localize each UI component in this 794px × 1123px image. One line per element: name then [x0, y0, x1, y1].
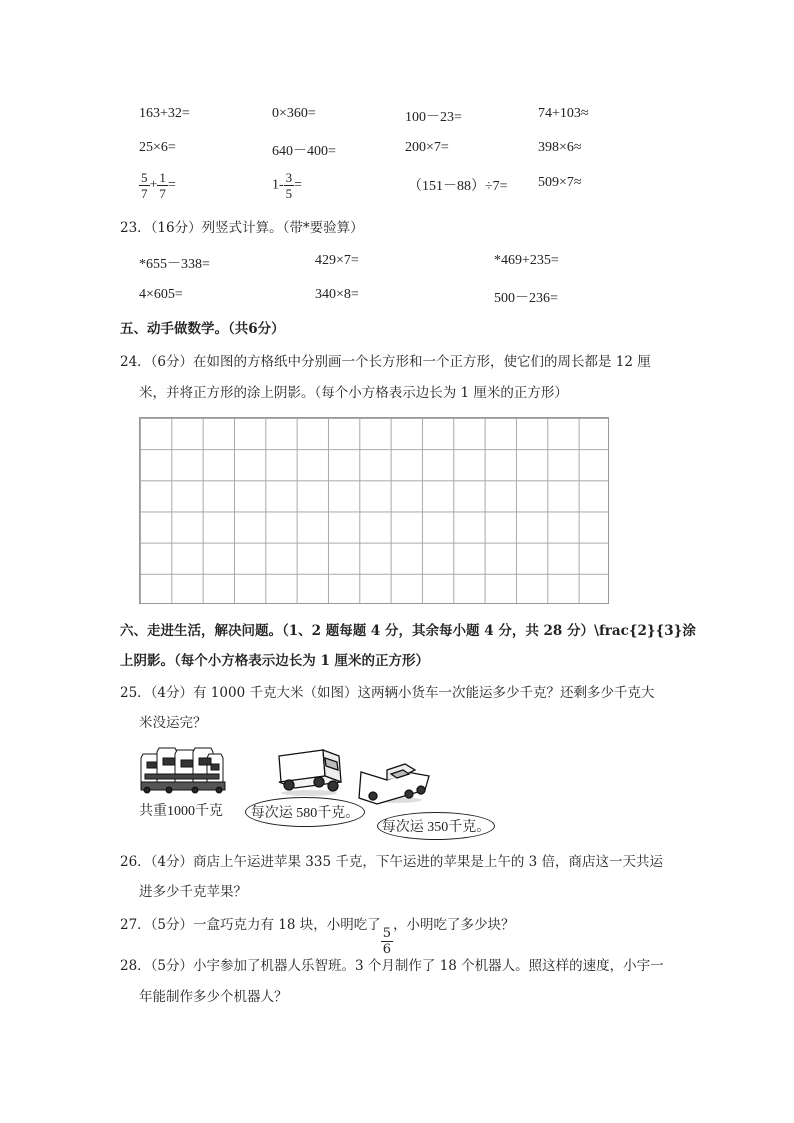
rice-trucks-figure: [139, 738, 495, 840]
question-27: 27．（5分）一盒巧克力有 18 块，小明吃了 $\frac{5}{6}$ ，小明吃了多少块？: [120, 917, 515, 957]
oral-item: （151－88）÷7=: [408, 179, 508, 194]
vertical-calc-item: 340×8=: [315, 287, 359, 302]
oral-item: 200×7=: [405, 140, 449, 155]
fraction: $\frac{5}{6}$: [382, 926, 392, 957]
oral-item: 25×6=: [139, 140, 176, 155]
section-6-heading-line-1: 六、走进生活，解决问题。（1、2 题每题 4 分，其余每小题 4 分，共 28 分）\frac{2}{3}涂: [120, 623, 696, 639]
oral-item: 74+103≈: [538, 106, 589, 121]
truck-2-capacity-bubble: 每次运 350千克。: [377, 812, 495, 840]
rice-sacks-icon: [141, 748, 225, 793]
vertical-calc-item: *655－338=: [139, 257, 210, 272]
vertical-calc-item: 429×7=: [315, 253, 359, 268]
pickup-truck-icon: [359, 764, 429, 804]
question-26-line-2: 进多少千克苹果？: [139, 884, 247, 900]
grid-paper[interactable]: [139, 417, 609, 604]
section-5-heading: 五、动手做数学。（共6分）: [120, 321, 285, 337]
fraction: $\frac{1}{7}$: [159, 170, 166, 201]
oral-item: 100－23=: [405, 110, 462, 125]
vertical-calc-item: 500－236=: [494, 291, 558, 306]
question-26-line-1: 26．（4分）商店上午运进苹果 335 千克，下午运进的苹果是上午的 3 倍，商店这一天共运: [120, 854, 664, 870]
question-28-line-1: 28．（5分）小宇参加了机器人乐智班。3 个月制作了 18 个机器人。照这样的速度，小宇一: [120, 958, 664, 974]
rice-weight-label: 共重1000千克: [139, 804, 223, 819]
vertical-calc-item: *469+235=: [494, 253, 559, 268]
truck-1-capacity-bubble: 每次运 580千克。: [245, 797, 365, 827]
section-6-heading-line-2: 上阴影。（每个小方格表示边长为 1 厘米的正方形）: [120, 653, 430, 669]
oral-item: 398×6≈: [538, 140, 582, 155]
question-28-line-2: 年能制作多少个机器人？: [139, 989, 288, 1005]
fraction: $\frac{5}{7}$: [141, 170, 148, 201]
oral-item: 0×360=: [272, 106, 316, 121]
fraction-difference: 1- $\frac{3}{5}$ =: [272, 170, 303, 201]
question-24-line-2: 米，并将正方形的涂上阴影。（每个小方格表示边长为 1 厘米的正方形）: [139, 385, 568, 401]
oral-item: 163+32=: [139, 106, 190, 121]
oral-item: 509×7≈: [538, 175, 582, 190]
question-25-line-1: 25．（4分）有 1000 千克大米（如图）这两辆小货车一次能运多少千克？还剩多少千克大: [120, 685, 655, 701]
oral-item: 640－400=: [272, 144, 336, 159]
truck-icon: [279, 750, 341, 796]
fraction-sum: $\frac{5}{7}$ + $\frac{1}{7}$ =: [141, 170, 176, 201]
question-25-line-2: 米没运完？: [139, 715, 207, 731]
vertical-calc-item: 4×605=: [139, 287, 183, 302]
question-24-line-1: 24．（6分）在如图的方格纸中分别画一个长方形和一个正方形，使它们的周长都是 12 厘: [120, 354, 651, 370]
fraction: $\frac{3}{5}$: [285, 170, 293, 201]
question-23-title: 23．（16分）列竖式计算。（带*要验算）: [120, 220, 364, 236]
